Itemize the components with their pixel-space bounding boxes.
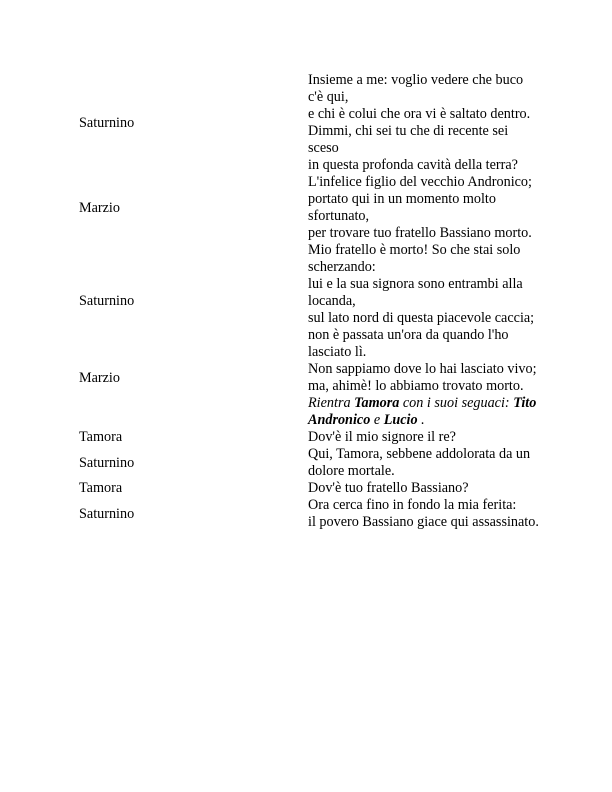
dialogue-row [79,429,539,446]
speech-line: per trovare tuo fratello Bassiano morto. [308,225,532,241]
speech-line: il povero Bassiano giace qui assassinato. [308,514,539,530]
speaker-name: Saturnino [79,293,135,309]
speech-line: Non sappiamo dove lo hai lasciato vivo; [308,361,537,377]
speaker-name: Saturnino [79,505,135,522]
speaker-name: Tamora [79,480,123,496]
dialogue-table [79,72,539,531]
speech-line: Qui, Tamora, sebbene addolorata da un dolore mortale. [308,446,531,479]
direction-mid: con i suoi seguaci: [402,395,510,411]
dialogue-row [79,242,539,361]
direction-intro: Rientra [308,395,351,411]
stage-direction-row [79,395,539,429]
speaker-name: Saturnino [79,454,135,471]
dialogue-row [79,446,539,480]
speaker-name: Saturnino [79,114,135,131]
dialogue-row [79,497,539,531]
dialogue-row [79,72,539,174]
speech-line: in questa profonda cavità della terra? [308,157,518,173]
dialogue-row [79,174,539,242]
direction-name: Tito Andronico [308,395,537,428]
stage-direction [308,395,539,429]
speech-line: Ora cerca fino in fondo la mia ferita: [308,497,517,513]
speech-line: lui e la sua signora sono entrambi alla locanda, [308,276,523,309]
speech-line: Dimmi, chi sei tu che di recente sei sceso [308,123,509,156]
speech-line: e chi è colui che ora vi è saltato dentro. [308,106,531,122]
direction-conj: e [373,412,381,428]
speech-line: Insieme a me: voglio vedere che buco c'è qui, [308,72,524,105]
stage-direction-text [308,395,539,429]
direction-name: Lucio [383,412,418,428]
speech-line: Dov'è tuo fratello Bassiano? [308,480,469,496]
speech-lines [308,480,539,497]
speaker-name: Tamora [79,429,123,445]
speech-lines [308,429,539,446]
direction-name: Tamora [354,395,400,411]
speech-line: non è passata un'ora da quando l'ho lasciato lì. [308,327,509,360]
speaker-name: Marzio [79,199,120,216]
speech-lines [308,497,539,531]
dialogue-row [79,361,539,395]
speech-line: Mio fratello è morto! So che stai solo scherzando: [308,242,521,275]
dialogue-row [79,480,539,497]
speech-line: portato qui in un momento molto sfortunato, [308,191,496,224]
speech-lines [308,446,539,480]
speech-line: L'infelice figlio del vecchio Andronico; [308,174,532,190]
speech-line: sul lato nord di questa piacevole caccia; [308,310,535,326]
direction-end: . [421,412,425,428]
speech-lines [308,242,539,361]
speech-line: Dov'è il mio signore il re? [308,429,456,445]
speech-lines [308,174,539,242]
speech-line: ma, ahimè! lo abbiamo trovato morto. [308,378,524,394]
speech-lines [308,361,539,395]
speaker-name: Marzio [79,369,120,386]
speech-lines [308,72,539,174]
